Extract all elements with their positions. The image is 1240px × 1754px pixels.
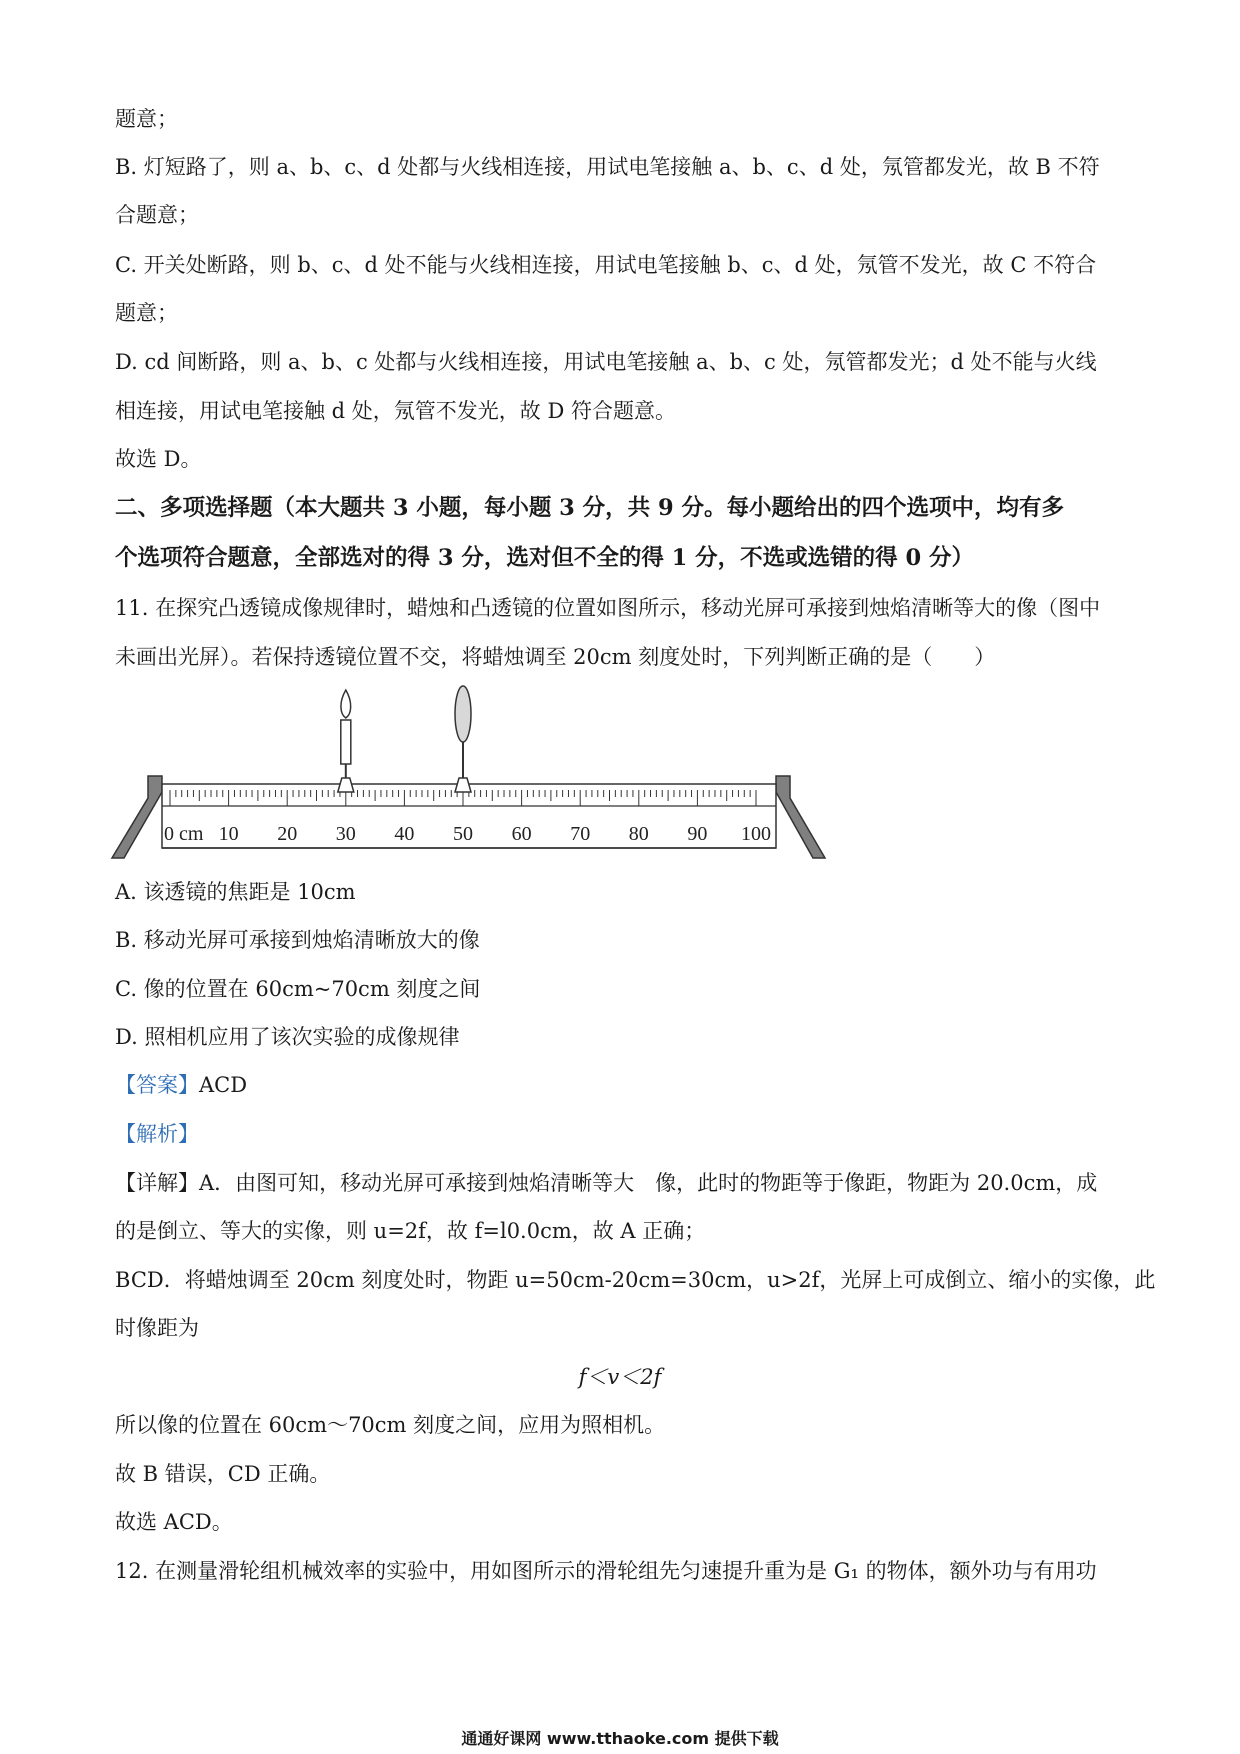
explanation-line: 故 B 错误，CD 正确。 <box>115 1462 331 1486</box>
text-line: 题意； <box>115 301 178 325</box>
explanation-line: 故选 ACD。 <box>115 1510 233 1534</box>
option-d: D. 照相机应用了该次实验的成像规律 <box>115 1025 460 1049</box>
option-b: B. 移动光屏可承接到烛焰清晰放大的像 <box>115 928 480 952</box>
answer-line <box>115 1070 1125 1100</box>
option-a: A. 该透镜的焦距是 10cm <box>115 880 356 904</box>
ruler-tick-label: 40 <box>394 823 415 845</box>
ruler-tick-label: 50 <box>453 823 473 845</box>
question-stem: 未画出光屏）。若保持透镜位置不交，将蜡烛调至 20cm 刻度处时，下列判断正确的是（ ） <box>115 645 996 669</box>
text-line: C. 开关处断路，则 b、c、d 处不能与火线相连接，用试电笔接触 b、c、d 处，氖管不发光，故 C 不符合 <box>115 253 1097 277</box>
ruler-tick-label: 60 <box>511 823 532 845</box>
answer-value: ACD <box>199 1073 248 1097</box>
text-line: B. 灯短路了，则 a、b、c、d 处都与火线相连接，用试电笔接触 a、b、c、d 处，氖管都发光，故 B 不符 <box>115 155 1100 179</box>
analysis-tag: 【解析】 <box>115 1122 199 1146</box>
right-stand <box>776 776 825 858</box>
ruler-tick-label: 30 <box>335 823 356 845</box>
explanation-line: 所以像的位置在 60cm～70cm 刻度之间，应用为照相机。 <box>115 1413 666 1437</box>
ruler-tick-label: 0 cm <box>164 823 204 845</box>
left-stand <box>112 776 162 858</box>
ruler-tick-label: 70 <box>570 823 591 845</box>
optical-bench-figure <box>110 680 840 880</box>
text-line: 题意； <box>115 107 178 131</box>
explanation-line: BCD．将蜡烛调至 20cm 刻度处时，物距 u=50cm-20cm=30cm，u>2f，光屏上可成倒立、缩小的实像，此 <box>115 1268 1156 1292</box>
ruler-tick-label: 10 <box>218 823 239 845</box>
question-stem: 12. 在测量滑轮组机械效率的实验中，用如图所示的滑轮组先匀速提升重为是 G₁ 的物体，额外功与有用功 <box>115 1559 1097 1583</box>
text-line: D. cd 间断路，则 a、b、c 处都与火线相连接，用试电笔接触 a、b、c 处，氖管都发光；d 处不能与火线 <box>115 350 1097 374</box>
explanation-line: 【详解】A．由图可知，移动光屏可承接到烛焰清晰等大 像，此时的物距等于像距，物距为 20.0cm，成 <box>115 1171 1098 1195</box>
convex-lens <box>455 686 471 792</box>
explanation-line: 时像距为 <box>115 1316 199 1340</box>
page-footer: 通通好课网 www.tthaoke.com 提供下载 <box>461 1729 779 1748</box>
text-line: 故选 D。 <box>115 447 202 471</box>
section-heading: 二、多项选择题（本大题共 3 小题，每小题 3 分，共 9 分。每小题给出的四个选项中，均有多 <box>115 495 1064 521</box>
ruler-tick-label: 80 <box>628 823 649 845</box>
explanation-line: 的是倒立、等大的实像，则 u=2f，故 f=l0.0cm，故 A 正确； <box>115 1219 706 1243</box>
question-stem: 11. 在探究凸透镜成像规律时，蜡烛和凸透镜的位置如图所示，移动光屏可承接到烛焰清晰等大的像（图中 <box>115 596 1101 620</box>
ruler-tick-label: 90 <box>687 823 708 845</box>
option-c: C. 像的位置在 60cm~70cm 刻度之间 <box>115 977 481 1001</box>
answer-tag: 【答案】 <box>115 1073 199 1097</box>
section-heading: 个选项符合题意，全部选对的得 3 分，选对但不全的得 1 分，不选或选错的得 0 分） <box>115 545 974 571</box>
formula: f＜v＜2f <box>578 1365 662 1389</box>
ruler-tick-label: 20 <box>277 823 298 845</box>
text-line: 相连接，用试电笔接触 d 处，氖管不发光，故 D 符合题意。 <box>115 399 676 423</box>
text-line: 合题意； <box>115 203 199 227</box>
candle <box>338 690 354 792</box>
ruler-tick-label: 100 <box>741 823 771 845</box>
